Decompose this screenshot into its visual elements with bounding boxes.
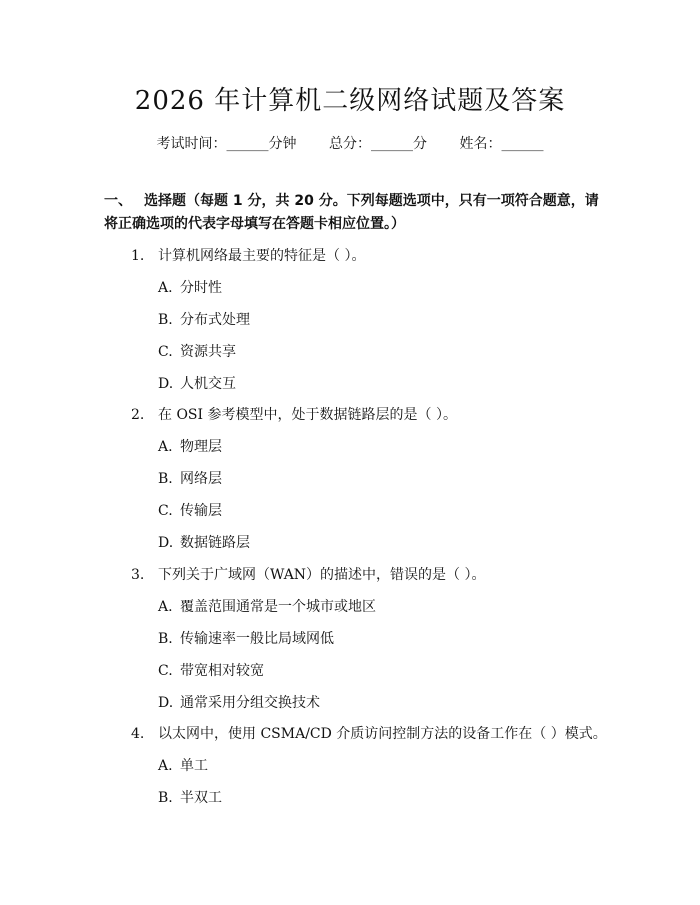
question-2 [131, 404, 457, 424]
option-text: 覆盖范围通常是一个城市或地区 [180, 599, 376, 615]
option-text: 人机交互 [180, 376, 236, 392]
option-4a [158, 755, 208, 775]
option-3c [158, 660, 264, 680]
option-text: 带宽相对较宽 [180, 663, 264, 679]
option-1c [158, 341, 236, 361]
option-text: 传输层 [180, 503, 222, 519]
exam-info-line [0, 133, 700, 153]
option-text: 分时性 [180, 280, 222, 296]
question-number: 1. [131, 248, 145, 264]
option-4b [158, 787, 222, 807]
exam-time-blank: ______ [226, 136, 269, 152]
option-label: B. [158, 471, 173, 487]
option-label: B. [158, 631, 173, 647]
option-label: A. [158, 599, 173, 615]
section-number: 一、 [104, 193, 132, 209]
option-1b [158, 309, 250, 329]
option-label: A. [158, 280, 173, 296]
page-title: 2026 年计算机二级网络试题及答案 [134, 86, 566, 116]
total-score-field [329, 133, 427, 153]
section-instructions: 选择题（每题 1 分，共 20 分。下列每题选项中，只有一项符合题意，请将正确选项的代表字母填写在答题卡相应位置。） [104, 193, 599, 232]
option-text: 分布式处理 [180, 312, 250, 328]
option-label: C. [158, 663, 173, 679]
option-text: 单工 [180, 758, 208, 774]
option-2d [158, 532, 250, 552]
exam-time-unit: 分钟 [268, 136, 297, 152]
option-3b [158, 628, 334, 648]
option-2b [158, 468, 222, 488]
question-number: 4. [131, 726, 145, 742]
option-label: D. [158, 376, 174, 392]
option-label: A. [158, 439, 173, 455]
name-blank: ______ [501, 136, 544, 152]
option-label: D. [158, 695, 174, 711]
name-field [459, 133, 543, 153]
question-text: 在 OSI 参考模型中，处于数据链路层的是（ ）。 [158, 407, 457, 423]
question-number: 3. [131, 567, 145, 583]
question-1 [131, 245, 365, 265]
option-label: C. [158, 344, 173, 360]
name-label: 姓名： [459, 136, 502, 152]
question-4 [131, 723, 607, 743]
option-3d [158, 692, 320, 712]
total-score-label: 总分： [329, 136, 371, 152]
question-text: 计算机网络最主要的特征是（ ）。 [158, 248, 366, 264]
option-3a [158, 596, 376, 616]
option-text: 资源共享 [180, 344, 236, 360]
total-score-unit: 分 [413, 136, 427, 152]
option-label: B. [158, 312, 173, 328]
option-text: 传输速率一般比局域网低 [180, 631, 334, 647]
option-text: 网络层 [180, 471, 222, 487]
option-text: 数据链路层 [180, 535, 250, 551]
option-label: B. [158, 790, 173, 806]
option-2a [158, 436, 222, 456]
question-text: 以太网中，使用 CSMA/CD 介质访问控制方法的设备工作在（ ）模式。 [158, 726, 607, 742]
option-2c [158, 500, 222, 520]
option-label: D. [158, 535, 174, 551]
option-1d [158, 373, 236, 393]
question-number: 2. [131, 407, 145, 423]
option-text: 物理层 [180, 439, 222, 455]
section-heading [104, 190, 604, 236]
option-text: 半双工 [180, 790, 222, 806]
option-1a [158, 277, 222, 297]
option-label: A. [158, 758, 173, 774]
question-text: 下列关于广域网（WAN）的描述中，错误的是（ ）。 [158, 567, 486, 583]
option-label: C. [158, 503, 173, 519]
total-score-blank: ______ [371, 136, 413, 152]
question-3 [131, 564, 486, 584]
option-text: 通常采用分组交换技术 [180, 695, 320, 711]
exam-time-field [157, 133, 297, 153]
exam-time-label: 考试时间： [156, 136, 227, 152]
